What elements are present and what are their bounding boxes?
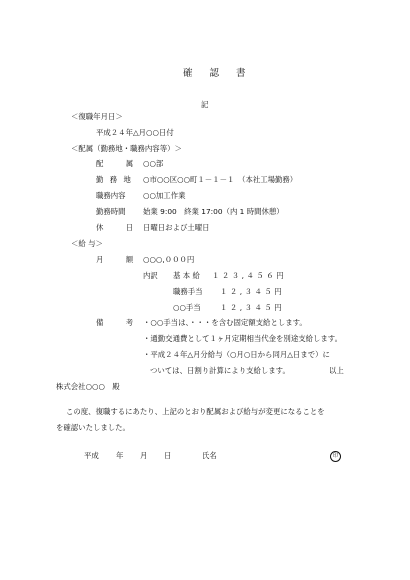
salary-heading: ＜給 与＞ xyxy=(71,239,103,248)
holidays-value: 日曜日および土曜日 xyxy=(143,223,210,232)
assignment-heading: ＜配属（勤務地・職務内容等）＞ xyxy=(71,144,182,153)
department-label: 配 属 xyxy=(96,159,144,168)
note-line: ・平成２４年△月分給与（○月○日から同月△日まで）に xyxy=(143,350,330,359)
document-title: 確 認 書 xyxy=(183,68,253,79)
job-allowance-label: 職務手当 xyxy=(173,287,203,296)
date-year: 年 xyxy=(116,451,124,460)
return-date-heading: ＜復職年月日＞ xyxy=(71,112,123,121)
note-line: ・○○手当は、・・・を含む固定額支給とします。 xyxy=(143,318,307,327)
note-line: ついては、日割り計算により支給します。 xyxy=(150,366,290,375)
other-allowance-amount: １２,３４５円 xyxy=(220,303,285,312)
date-era: 平成 xyxy=(84,451,99,460)
breakdown-label: 内訳 xyxy=(143,271,158,280)
monthly-salary-value: ○○○,０００円 xyxy=(143,255,195,264)
job-content-value: ○○加工作業 xyxy=(143,191,186,200)
statement-line: を確認いたしました。 xyxy=(56,423,130,432)
note-line: ・通勤交通費として１ヶ月定期相当代金を別途支給します。 xyxy=(143,334,342,343)
working-hours-value: 始業 9:00 終業 17:00（内 1 時間休憩） xyxy=(143,207,284,216)
work-location-value: ○市○○区○○町１－１－１ （本社工場勤務） xyxy=(143,175,298,184)
date-month: 月 xyxy=(140,451,148,460)
work-location-label: 勤 務 地 xyxy=(96,175,133,184)
other-allowance-label: ○○手当 xyxy=(173,303,201,312)
statement-line: この度、復職するにあたり、上記のとおり配属および給与が変更になることを xyxy=(66,407,325,416)
base-pay-amount: １２３,４５６円 xyxy=(212,271,287,280)
working-hours-label: 勤務時間 xyxy=(96,207,126,216)
closing-text: 以上 xyxy=(329,366,344,375)
return-date-value: 平成２４年△月○○日付 xyxy=(96,128,174,137)
notes-label: 備 考 xyxy=(96,318,144,327)
holidays-label: 休 日 xyxy=(96,223,144,232)
job-allowance-amount: １２,３４５円 xyxy=(220,287,285,296)
date-day: 日 xyxy=(164,451,172,460)
department-value: ○○部 xyxy=(143,159,164,168)
seal-mark: 印 xyxy=(330,451,341,462)
job-content-label: 職務内容 xyxy=(96,191,126,200)
ki-heading: 記 xyxy=(201,100,209,109)
base-pay-label: 基 本 給 xyxy=(173,271,200,280)
monthly-salary-label: 月 額 xyxy=(96,255,144,264)
name-label: 氏名 xyxy=(202,451,217,460)
addressee: 株式会社○○○ 殿 xyxy=(56,382,120,391)
